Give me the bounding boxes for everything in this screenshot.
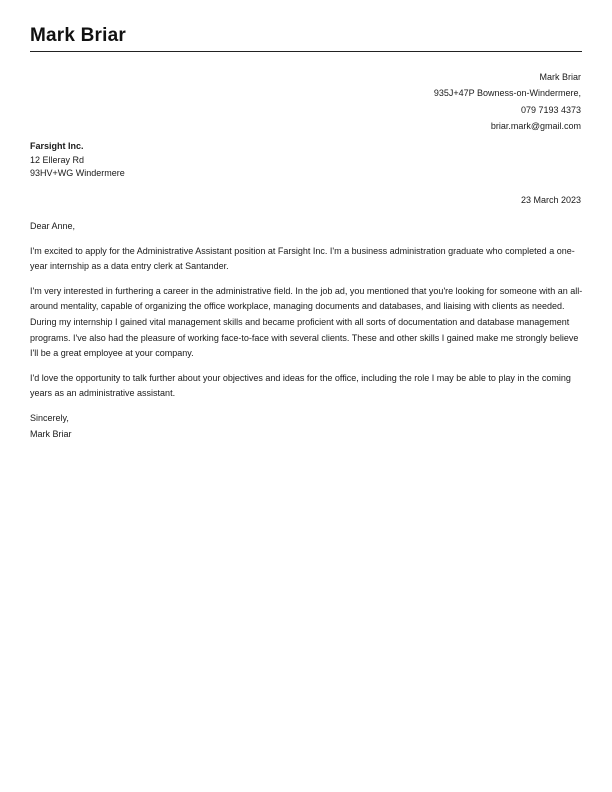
letter-signoff [30,411,583,442]
sender-address: 935J+47P Bowness-on-Windermere, [433,88,581,99]
applicant-name-heading: Mark Briar [30,25,126,46]
letter-greeting: Dear Anne, [30,221,76,231]
letter-signature-name: Mark Briar [30,428,72,439]
letter-paragraph-2: I'm very interested in furthering a career in the administrative field. In the job ad, you mentioned that you're looking for someone with an all-around mentality, capable of organizing the office workplace, managing documents and databases, and liaising with clients as needed. During my internship I gained vital management skills and became proficient with all sorts of documentation and database management programs. I've also had the pleasure of working face-to-face with several clients. These and other skills I gained make me strongly believe I'll be a great employee at your company. [30,285,583,359]
sender-name: Mark Briar [539,72,581,82]
letter-paragraph-3: I'd love the opportunity to talk further about your objectives and ideas for the office, including the role I may be able to play in the coming years as an administrative assistant. [30,372,571,399]
letter-closing: Sincerely, [30,412,69,423]
header-divider [30,51,582,52]
recipient-company: Farsight Inc. [30,141,84,151]
recipient-street: 12 Elleray Rd [30,154,85,165]
letter-paragraph-1: I'm excited to apply for the Administrative Assistant position at Farsight Inc. I'm a business administration graduate who completed a one-year internship as a data entry clerk at Santander. [30,245,575,272]
recipient-city: 93HV+WG Windermere [30,168,125,178]
sender-contact-block [434,69,581,134]
sender-phone: 079 7193 4373 [520,104,581,115]
letter-date: 23 March 2023 [520,195,581,205]
letter-body [30,219,583,442]
recipient-block [30,140,125,181]
sender-email: briar.mark@gmail.com [490,120,581,131]
